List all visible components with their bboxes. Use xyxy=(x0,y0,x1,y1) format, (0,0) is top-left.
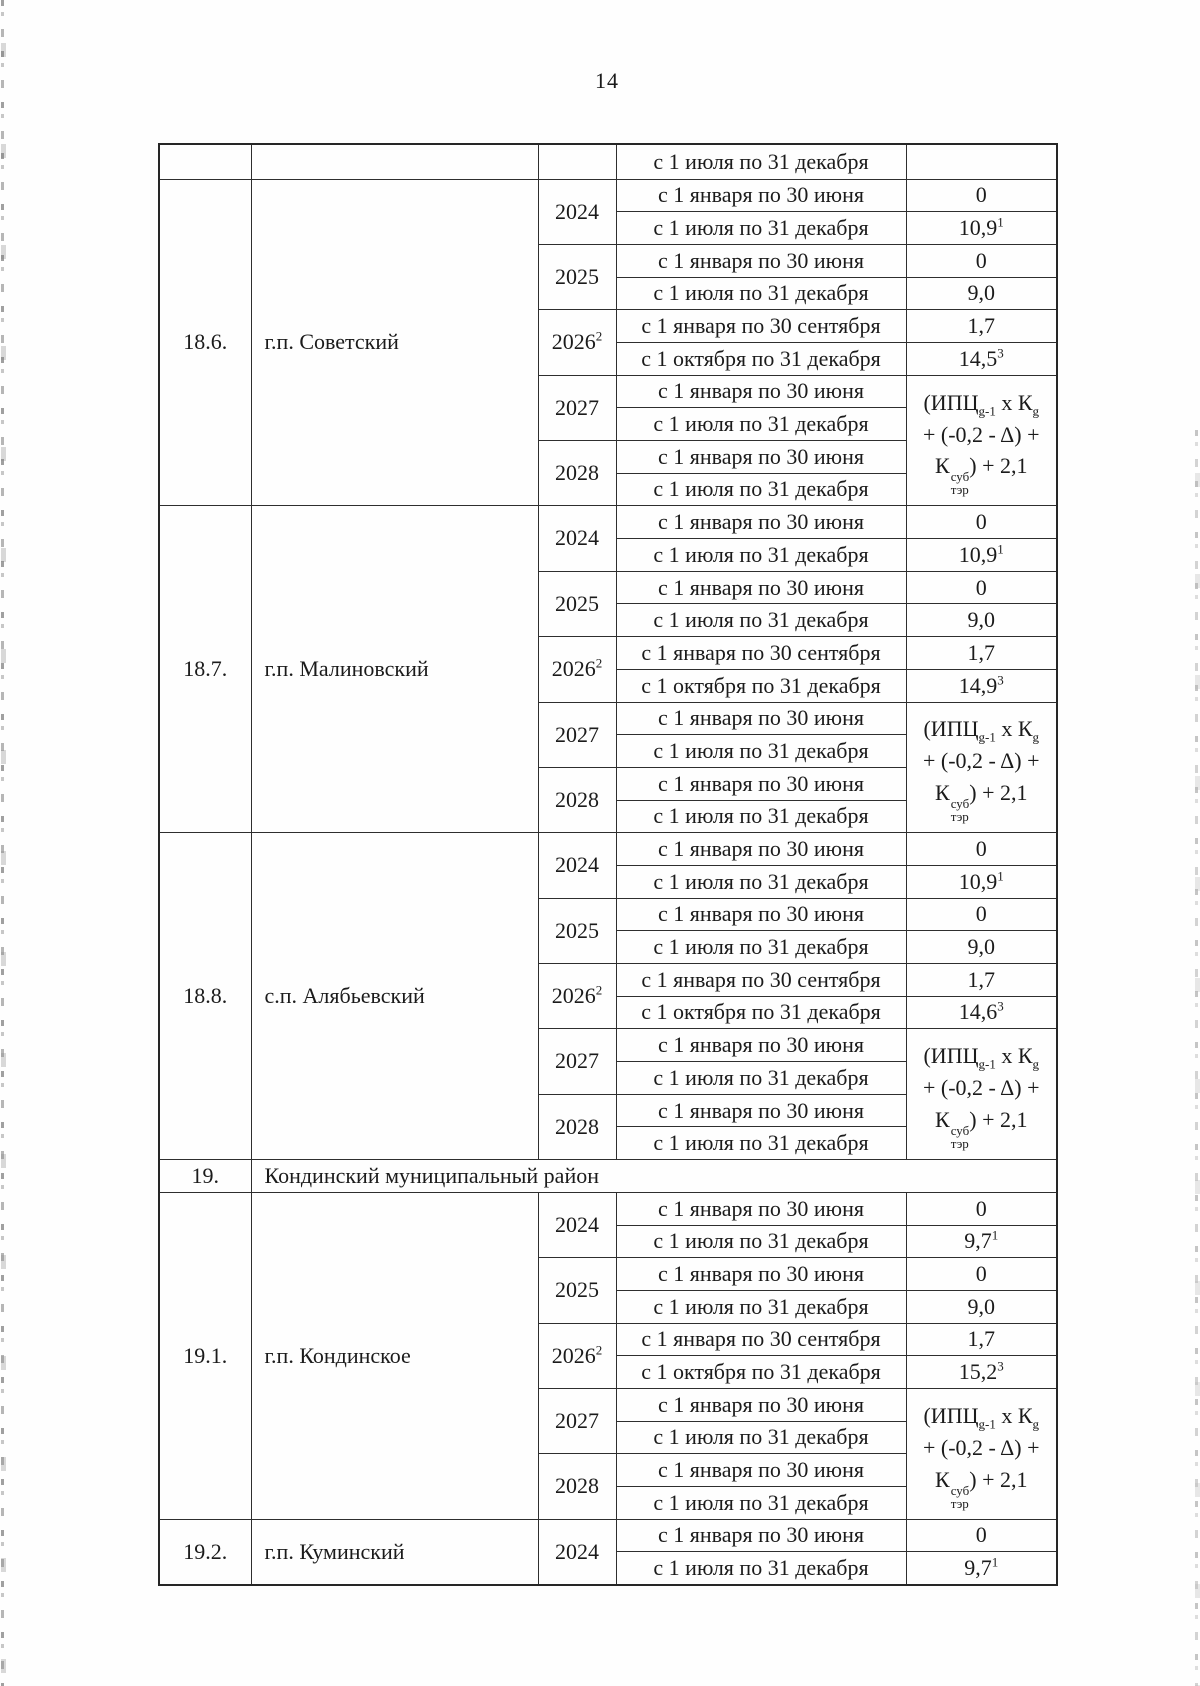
period-cell xyxy=(616,1029,906,1062)
year-superscript: 2 xyxy=(595,1342,603,1358)
period-cell xyxy=(616,931,906,964)
formula-line-2 xyxy=(909,1072,1055,1104)
value-cell xyxy=(906,604,1057,637)
territory-name: с.п. Алябьевский xyxy=(264,983,425,1009)
value-cell xyxy=(906,1519,1057,1552)
row-number: 19.2. xyxy=(183,1538,228,1564)
period-cell xyxy=(616,1225,906,1258)
value-cell xyxy=(906,571,1057,604)
period-cell xyxy=(616,342,906,375)
period-label: с 1 января по 30 июня xyxy=(657,1522,864,1548)
formula-term: ) + 2,1 xyxy=(969,1466,1028,1492)
period-label: с 1 января по 30 июня xyxy=(657,770,864,796)
formula-cell xyxy=(906,1029,1057,1160)
value-cell xyxy=(906,1290,1057,1323)
value-text: 0 xyxy=(975,574,987,600)
period-cell xyxy=(616,1388,906,1421)
empty-number-cell xyxy=(159,144,251,179)
period-cell xyxy=(616,1192,906,1225)
period-label: с 1 июля по 31 декабря xyxy=(653,934,869,960)
formula-subscript: g xyxy=(1032,403,1040,418)
value-cell xyxy=(906,506,1057,539)
value-text: 9,0 xyxy=(967,607,995,633)
territory-name: г.п. Кондинское xyxy=(264,1342,411,1368)
period-cell xyxy=(616,506,906,539)
year-superscript: 2 xyxy=(595,329,603,345)
formula-line-1 xyxy=(909,1040,1055,1072)
value-cell xyxy=(906,833,1057,866)
value-superscript: 1 xyxy=(991,1554,999,1570)
formula-term: ) + 2,1 xyxy=(969,453,1028,479)
year-cell xyxy=(538,179,616,244)
period-cell xyxy=(616,1127,906,1160)
year-cell xyxy=(538,1094,616,1159)
year-cell xyxy=(538,375,616,440)
period-cell xyxy=(616,473,906,506)
period-label: с 1 июля по 31 декабря xyxy=(653,280,869,306)
year-cell xyxy=(538,1519,616,1584)
period-label: с 1 июля по 31 декабря xyxy=(653,214,869,240)
period-label: с 1 января по 30 июня xyxy=(657,1391,864,1417)
period-label: с 1 января по 30 июня xyxy=(657,1260,864,1286)
value-text: 0 xyxy=(975,1522,987,1548)
value-text: 15,2 xyxy=(958,1359,998,1384)
row-number: 18.6. xyxy=(183,329,228,355)
value-cell xyxy=(906,244,1057,277)
period-label: с 1 октября по 31 декабря xyxy=(641,345,881,371)
territory-name: Кондинский муниципальный район xyxy=(264,1162,599,1188)
period-label: с 1 июля по 31 декабря xyxy=(653,737,869,763)
value-cell xyxy=(906,1192,1057,1225)
tariff-table-body xyxy=(159,144,1057,1585)
year-superscript: 2 xyxy=(595,655,603,671)
value-text: 1,7 xyxy=(967,1326,995,1352)
year-label: 2026 xyxy=(551,329,596,355)
value-text: 10,9 xyxy=(958,541,998,567)
period-label: с 1 июля по 31 декабря xyxy=(653,1554,869,1580)
formula-term: (ИПЦ xyxy=(923,389,979,415)
formula-subscript: тэр xyxy=(950,809,969,825)
year-label: 2028 xyxy=(555,1473,599,1499)
period-cell xyxy=(616,244,906,277)
value-text: 1,7 xyxy=(967,966,995,992)
year-label: 2025 xyxy=(555,590,599,616)
period-cell xyxy=(616,702,906,735)
period-label: с 1 января по 30 июня xyxy=(657,1097,864,1123)
formula-term: + (-0,2 - Δ) + xyxy=(922,1075,1040,1101)
period-label: с 1 июля по 31 декабря xyxy=(653,1293,869,1319)
value-superscript: 1 xyxy=(997,214,1004,230)
period-label: с 1 июля по 31 декабря xyxy=(653,607,869,633)
value-text: 9,7 xyxy=(964,1228,992,1254)
year-cell xyxy=(538,506,616,571)
territory-name-cell xyxy=(251,1519,538,1584)
formula-term: ) + 2,1 xyxy=(969,1107,1028,1133)
value-superscript: 3 xyxy=(997,999,1004,1015)
period-cell xyxy=(616,800,906,833)
formula-line-1 xyxy=(909,387,1055,419)
period-cell xyxy=(616,1552,906,1585)
formula-subscript: тэр xyxy=(950,1136,969,1152)
value-text: 14,9 xyxy=(958,672,998,698)
formula-line-2 xyxy=(909,745,1055,777)
formula-line-1 xyxy=(909,713,1055,745)
row-number-cell xyxy=(159,506,251,833)
period-label: с 1 июля по 31 декабря xyxy=(653,411,869,437)
territory-name-cell xyxy=(251,179,538,506)
period-cell xyxy=(616,375,906,408)
period-cell xyxy=(616,833,906,866)
value-text: 1,7 xyxy=(967,313,995,338)
formula-term: К xyxy=(935,780,950,806)
row-number-cell xyxy=(159,1192,251,1519)
year-cell xyxy=(538,767,616,832)
value-cell xyxy=(906,277,1057,310)
value-text: 14,6 xyxy=(958,999,998,1025)
formula-superscript: суб xyxy=(950,1482,970,1498)
formula-subscript: g-1 xyxy=(978,403,996,418)
value-superscript: 3 xyxy=(997,1358,1004,1374)
period-label: с 1 января по 30 июня xyxy=(657,378,864,404)
formula-subscript: g-1 xyxy=(978,1056,996,1072)
period-label: с 1 июля по 31 декабря xyxy=(653,1424,869,1450)
formula-superscript: суб xyxy=(950,469,970,485)
formula-supsub-stack xyxy=(951,470,970,496)
formula-line-3 xyxy=(909,450,1055,496)
value-cell xyxy=(906,1323,1057,1356)
period-label: с 1 января по 30 июня xyxy=(657,443,864,469)
year-label: 2028 xyxy=(555,460,599,486)
value-text: 10,9 xyxy=(958,868,998,894)
formula-line-2 xyxy=(909,419,1055,451)
year-cell xyxy=(538,964,616,1029)
year-label: 2028 xyxy=(555,1113,599,1139)
formula-term: К xyxy=(935,1466,950,1492)
value-superscript: 3 xyxy=(997,345,1004,361)
period-label: с 1 января по 30 июня xyxy=(657,247,864,273)
value-text: 0 xyxy=(975,836,987,861)
period-label: с 1 января по 30 июня xyxy=(657,836,864,861)
value-text: 0 xyxy=(975,901,987,927)
period-cell xyxy=(616,277,906,310)
period-label: с 1 июля по 31 декабря xyxy=(653,868,869,894)
period-label: с 1 января по 30 июня xyxy=(657,705,864,731)
year-cell xyxy=(538,1029,616,1094)
year-label: 2026 xyxy=(551,983,596,1009)
period-label: с 1 января по 30 июня xyxy=(657,182,864,208)
formula-superscript: суб xyxy=(950,1123,970,1139)
value-cell xyxy=(906,1552,1057,1585)
table-row xyxy=(159,1192,1057,1225)
value-text: 0 xyxy=(975,247,987,273)
value-text: 0 xyxy=(975,1195,987,1221)
period-label: с 1 января по 30 сентября xyxy=(641,313,881,338)
year-label: 2024 xyxy=(555,1211,599,1237)
scan-artifact-right-edge xyxy=(1195,430,1200,1686)
value-superscript: 1 xyxy=(991,1227,999,1243)
value-text: 9,0 xyxy=(967,1293,995,1319)
value-cell xyxy=(906,1225,1057,1258)
year-label: 2027 xyxy=(555,721,599,747)
period-cell xyxy=(616,179,906,212)
period-cell xyxy=(616,1094,906,1127)
formula-term: х К xyxy=(995,1402,1033,1428)
year-label: 2024 xyxy=(555,1538,599,1564)
period-cell xyxy=(616,1290,906,1323)
period-label: с 1 июля по 31 декабря xyxy=(653,1228,869,1254)
scan-artifact-left-edge xyxy=(1,0,6,1686)
period-label: с 1 октября по 31 декабря xyxy=(641,672,881,698)
year-label: 2028 xyxy=(555,786,599,812)
territory-name-cell xyxy=(251,506,538,833)
period-cell xyxy=(616,1421,906,1454)
row-number-cell xyxy=(159,1519,251,1584)
value-text: 0 xyxy=(975,509,987,535)
row-number: 18.7. xyxy=(183,656,228,682)
formula-line-3 xyxy=(909,777,1055,823)
period-label: с 1 октября по 31 декабря xyxy=(641,999,881,1025)
period-cell xyxy=(616,1323,906,1356)
territory-name-cell xyxy=(251,1160,1057,1193)
period-label: с 1 июля по 31 декабря xyxy=(653,541,869,567)
year-cell xyxy=(538,833,616,898)
year-label: 2025 xyxy=(555,1277,599,1303)
table-row xyxy=(159,506,1057,539)
value-cell xyxy=(906,144,1057,179)
period-cell xyxy=(616,1487,906,1520)
formula-subscript: g xyxy=(1032,1416,1040,1432)
formula-subscript: тэр xyxy=(950,1495,969,1511)
territory-name-cell xyxy=(251,833,538,1160)
period-cell xyxy=(616,669,906,702)
row-number: 18.8. xyxy=(183,983,228,1009)
period-cell xyxy=(616,539,906,572)
year-cell xyxy=(538,1192,616,1257)
period-label: с 1 января по 30 июня xyxy=(657,509,864,535)
period-label: с 1 октября по 31 декабря xyxy=(641,1359,881,1384)
formula-superscript: суб xyxy=(950,796,970,812)
year-label: 2024 xyxy=(555,852,599,878)
period-label: с 1 января по 30 сентября xyxy=(641,639,881,665)
period-cell xyxy=(616,1062,906,1095)
period-cell xyxy=(616,310,906,343)
year-label: 2027 xyxy=(555,1048,599,1074)
row-number: 19.1. xyxy=(183,1342,228,1368)
formula-supsub-stack xyxy=(951,797,970,823)
value-cell xyxy=(906,342,1057,375)
value-text: 10,9 xyxy=(958,214,998,240)
territory-name: г.п. Советский xyxy=(264,329,399,355)
period-cell xyxy=(616,964,906,997)
territory-name: г.п. Малиновский xyxy=(264,656,429,682)
value-cell xyxy=(906,310,1057,343)
territory-name-cell xyxy=(251,1192,538,1519)
row-number-cell xyxy=(159,179,251,506)
tariff-table xyxy=(158,143,1058,1586)
value-cell xyxy=(906,1258,1057,1291)
value-cell xyxy=(906,637,1057,670)
year-label: 2026 xyxy=(551,1342,596,1368)
year-superscript: 2 xyxy=(595,982,603,998)
year-label: 2027 xyxy=(555,394,599,420)
value-superscript: 1 xyxy=(997,541,1004,557)
value-text: 9,0 xyxy=(967,280,995,306)
formula-term: К xyxy=(935,453,950,479)
value-cell xyxy=(906,996,1057,1029)
empty-year-cell xyxy=(538,144,616,179)
year-cell xyxy=(538,702,616,767)
year-cell xyxy=(538,1323,616,1388)
year-label: 2024 xyxy=(555,525,599,551)
formula-term: х К xyxy=(995,389,1033,415)
formula-line-1 xyxy=(909,1400,1055,1432)
period-cell xyxy=(616,865,906,898)
year-cell xyxy=(538,441,616,506)
formula-term: ) + 2,1 xyxy=(969,780,1028,806)
formula-subscript: g xyxy=(1032,729,1040,745)
period-cell xyxy=(616,637,906,670)
year-label: 2024 xyxy=(555,198,599,224)
value-cell xyxy=(906,1356,1057,1389)
value-superscript: 3 xyxy=(997,672,1004,688)
value-text: 0 xyxy=(975,182,987,208)
territory-name: г.п. Куминский xyxy=(264,1538,405,1564)
row-number-cell xyxy=(159,1160,251,1193)
value-cell xyxy=(906,212,1057,245)
formula-supsub-stack xyxy=(951,1124,970,1150)
period-cell xyxy=(616,144,906,179)
formula-term: + (-0,2 - Δ) + xyxy=(922,1434,1040,1460)
value-cell xyxy=(906,898,1057,931)
period-label: с 1 января по 30 сентября xyxy=(641,966,881,992)
period-label: с 1 июля по 31 декабря xyxy=(653,476,869,502)
value-cell xyxy=(906,964,1057,997)
period-label: с 1 июля по 31 декабря xyxy=(653,1130,869,1156)
formula-subscript: g-1 xyxy=(978,729,996,745)
value-cell xyxy=(906,179,1057,212)
formula-cell xyxy=(906,1388,1057,1519)
formula-term: (ИПЦ xyxy=(923,1043,979,1069)
table-row xyxy=(159,1519,1057,1552)
year-cell xyxy=(538,571,616,636)
value-cell xyxy=(906,539,1057,572)
period-cell xyxy=(616,604,906,637)
period-label: с 1 января по 30 июня xyxy=(657,1032,864,1058)
value-text: 14,5 xyxy=(958,345,998,371)
value-text: 1,7 xyxy=(967,639,995,665)
formula-term: К xyxy=(935,1107,950,1133)
value-text: 9,7 xyxy=(964,1554,992,1580)
period-cell xyxy=(616,408,906,441)
formula-subscript: тэр xyxy=(950,482,969,498)
formula-term: + (-0,2 - Δ) + xyxy=(922,748,1040,774)
period-cell xyxy=(616,212,906,245)
value-cell xyxy=(906,865,1057,898)
formula-term: (ИПЦ xyxy=(923,1402,979,1428)
year-label: 2026 xyxy=(551,656,596,682)
period-label: с 1 января по 30 июня xyxy=(657,1195,864,1221)
period-cell xyxy=(616,1258,906,1291)
row-number: 19. xyxy=(191,1162,219,1188)
formula-cell xyxy=(906,375,1057,506)
formula-term: + (-0,2 - Δ) + xyxy=(922,421,1040,447)
period-cell xyxy=(616,1519,906,1552)
formula-line-3 xyxy=(909,1104,1055,1150)
formula-supsub-stack xyxy=(951,1484,970,1510)
period-label: с 1 января по 30 сентября xyxy=(641,1326,881,1352)
table-row-leading xyxy=(159,144,1057,179)
formula-term: (ИПЦ xyxy=(923,716,979,742)
year-cell xyxy=(538,1454,616,1519)
period-cell xyxy=(616,571,906,604)
year-cell xyxy=(538,637,616,702)
period-label: с 1 июля по 31 декабря xyxy=(653,803,869,829)
formula-term: х К xyxy=(995,1043,1033,1069)
year-cell xyxy=(538,1388,616,1453)
year-cell xyxy=(538,898,616,963)
period-label: с 1 января по 30 июня xyxy=(657,1457,864,1483)
period-label: с 1 июля по 31 декабря xyxy=(653,148,869,174)
period-cell xyxy=(616,441,906,474)
year-label: 2025 xyxy=(555,917,599,943)
table-row xyxy=(159,179,1057,212)
period-cell xyxy=(616,996,906,1029)
table-row-district-header xyxy=(159,1160,1057,1193)
page-number: 14 xyxy=(595,68,619,93)
period-cell xyxy=(616,898,906,931)
period-label: с 1 января по 30 июня xyxy=(657,574,864,600)
year-cell xyxy=(538,244,616,309)
period-cell xyxy=(616,767,906,800)
period-cell xyxy=(616,1356,906,1389)
period-label: с 1 января по 30 июня xyxy=(657,901,864,927)
formula-subscript: g-1 xyxy=(978,1416,996,1432)
value-text: 0 xyxy=(975,1260,987,1286)
row-number-cell xyxy=(159,833,251,1160)
year-label: 2025 xyxy=(555,263,599,289)
period-cell xyxy=(616,1454,906,1487)
year-label: 2027 xyxy=(555,1408,599,1434)
value-cell xyxy=(906,669,1057,702)
year-cell xyxy=(538,1258,616,1323)
table-row xyxy=(159,833,1057,866)
value-text: 9,0 xyxy=(967,934,995,960)
year-cell xyxy=(538,310,616,375)
value-superscript: 1 xyxy=(997,868,1004,884)
period-label: с 1 июля по 31 декабря xyxy=(653,1489,869,1515)
formula-line-2 xyxy=(909,1432,1055,1464)
value-cell xyxy=(906,931,1057,964)
formula-line-3 xyxy=(909,1464,1055,1510)
formula-subscript: g xyxy=(1032,1056,1040,1072)
period-label: с 1 июля по 31 декабря xyxy=(653,1064,869,1090)
empty-name-cell xyxy=(251,144,538,179)
formula-term: х К xyxy=(995,716,1033,742)
period-cell xyxy=(616,735,906,768)
formula-cell xyxy=(906,702,1057,833)
